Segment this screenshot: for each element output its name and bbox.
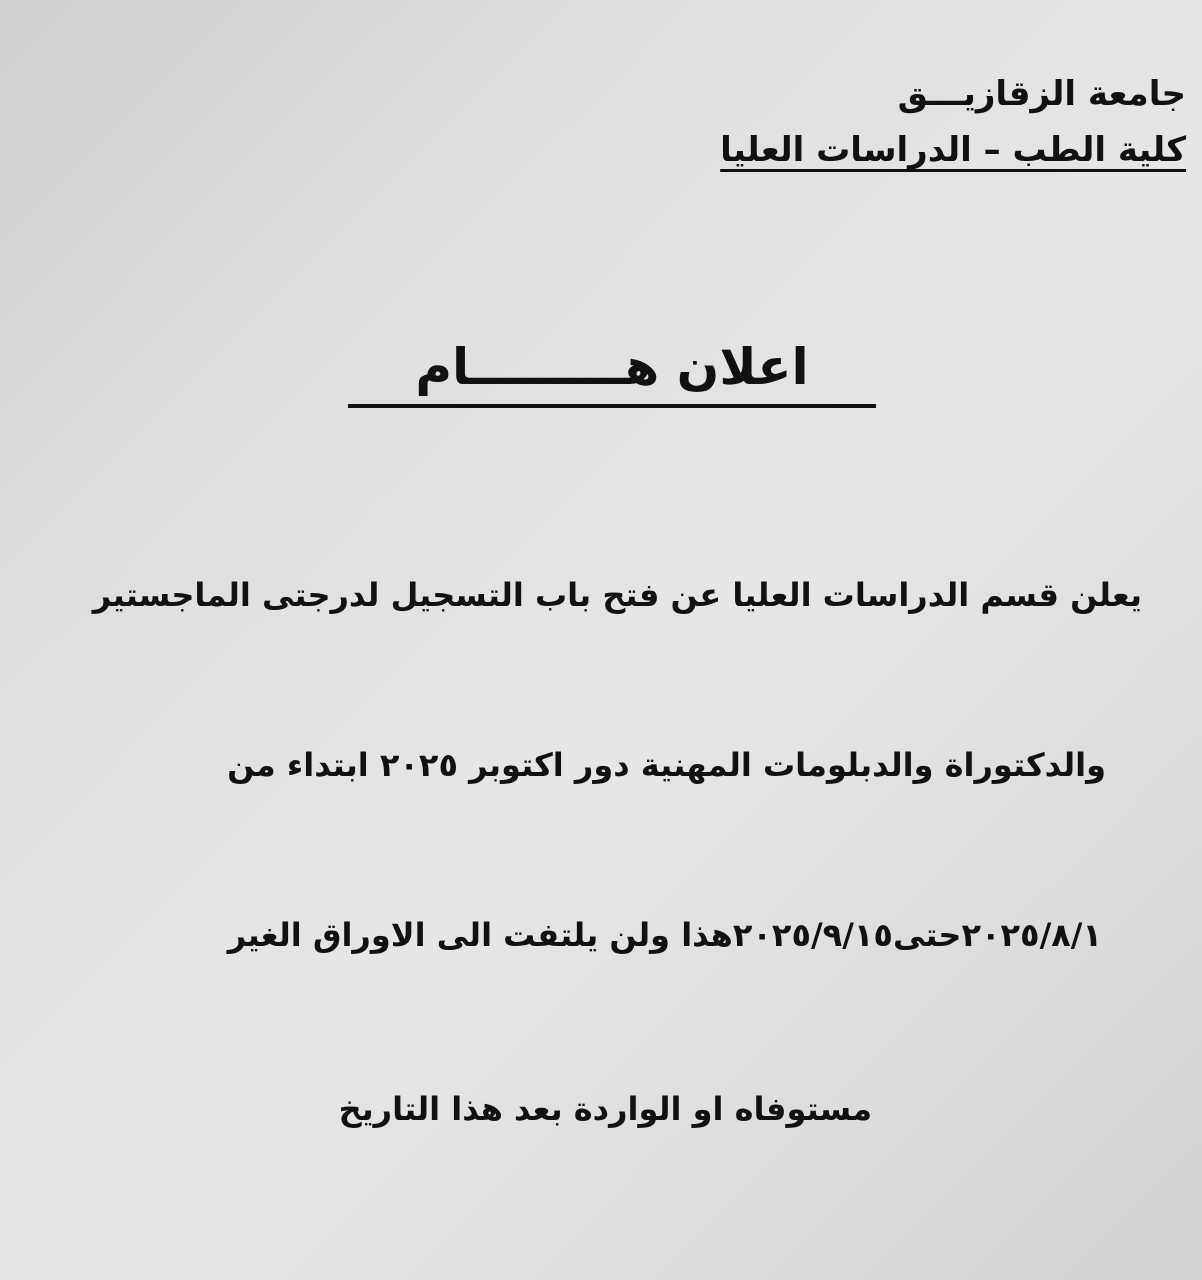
announcement-line: يعلن قسم الدراسات العليا عن فتح باب التسجيل لدرجتى الماجستير — [92, 576, 1142, 614]
announcement-line: ٢٠٢٥/٨/١حتى٢٠٢٥/٩/١٥هذا ولن يلتفت الى الاوراق الغير — [227, 916, 1102, 954]
announcement-line: مستوفاه او الواردة بعد هذا التاريخ — [338, 1090, 872, 1128]
announcement-line: والدكتوراة والدبلومات المهنية دور اكتوبر ٢٠٢٥ ابتداء من — [227, 746, 1106, 784]
faculty-department: كلية الطب – الدراسات العليا — [720, 130, 1186, 170]
announcement-title: اعلان هـــــــــام — [415, 338, 809, 396]
title-underline — [348, 404, 876, 408]
university-name: جامعة الزقازيـــق — [897, 74, 1186, 114]
